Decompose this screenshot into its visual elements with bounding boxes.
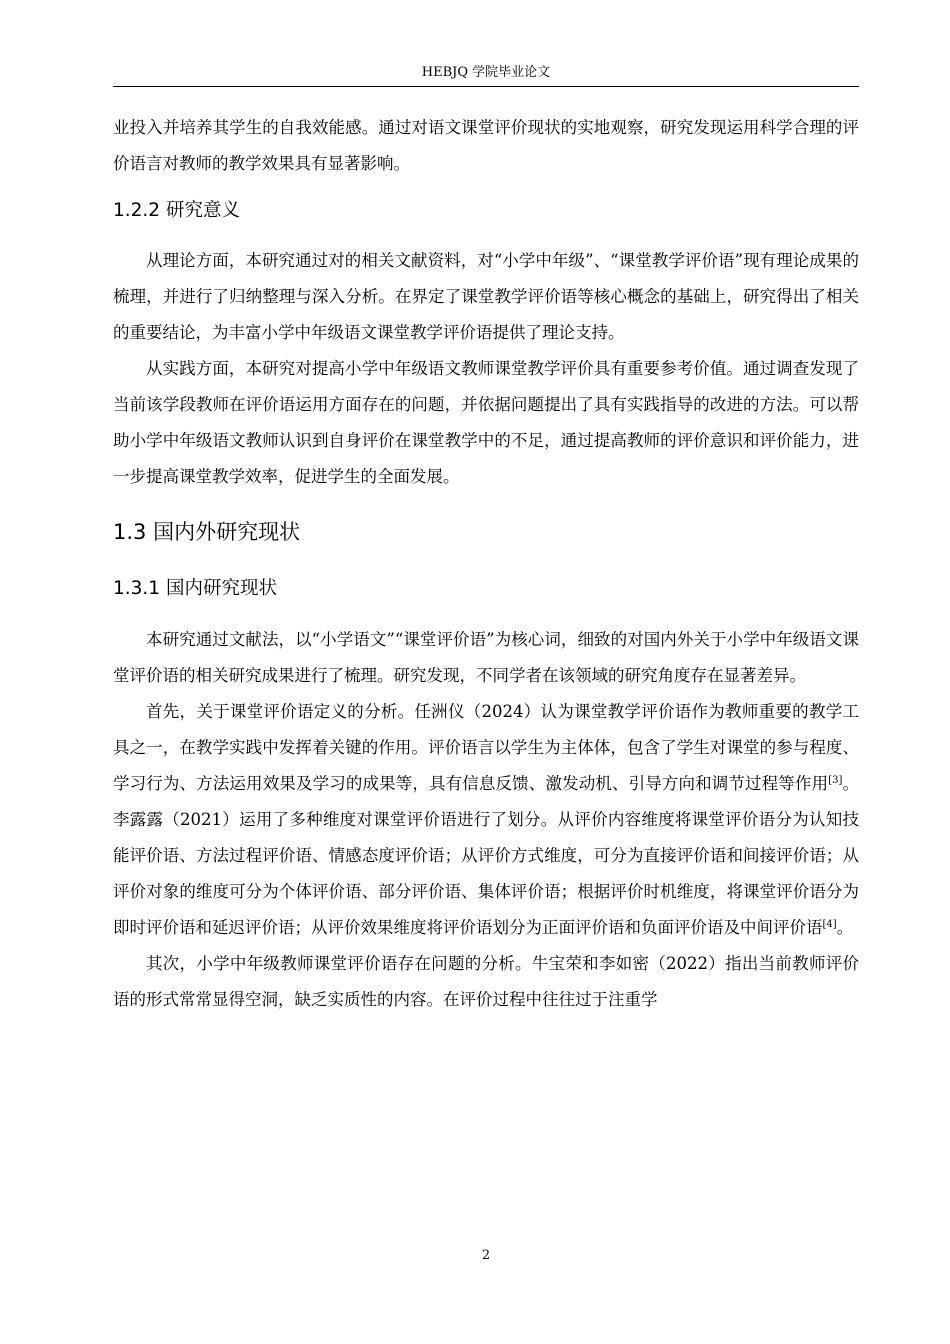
domestic-research-paragraph-2: [113, 694, 859, 946]
section-heading-1-2-2: 1.2.2 研究意义: [113, 200, 240, 221]
header-rule: [113, 86, 859, 87]
section-heading-1-3-1: 1.3.1 国内研究现状: [113, 578, 277, 599]
document-body: [113, 110, 859, 1018]
significance-paragraph-2: 从实践方面，本研究对提高小学中年级语文教师课堂教学评价具有重要参考价值。通过调查发现了当前该学段教师在评价语运用方面存在的问题，并依据问题提出了具有实践指导的改进的方法。可以帮助小学中年级语文教师认识到自身评价在课堂教学中的不足，通过提高教师的评价意识和评价能力，进一步提高课堂教学效率，促进学生的全面发展。: [113, 359, 859, 486]
page-number: 2: [481, 1248, 491, 1263]
significance-paragraph-1: 从理论方面，本研究通过对的相关文献资料，对“小学中年级”、“课堂教学评价语”现有理论成果的梳理，并进行了归纳整理与深入分析。在界定了课堂教学评价语等核心概念的基础上，研究得出了相关的重要结论，为丰富小学中年级语文课堂教学评价语提供了理论支持。: [113, 251, 859, 342]
section-heading-1-3: 1.3 国内外研究现状: [113, 520, 301, 544]
domestic-research-paragraph-1: 本研究通过文献法，以“小学语文”“课堂评价语”为核心词，细致的对国内外关于小学中年级语文课堂评价语的相关研究成果进行了梳理。研究发现，不同学者在该领域的研究角度存在显著差异。: [113, 630, 859, 685]
intro-paragraph: 业投入并培养其学生的自我效能感。通过对语文课堂评价现状的实地观察，研究发现运用科学合理的评价语言对教师的教学效果具有显著影响。: [113, 118, 859, 173]
paragraph-text: 。李露露（2021）运用了多种维度对课堂评价语进行了划分。从评价内容维度将课堂评价语分为认知技能评价语、方法过程评价语、情感态度评价语；从评价方式维度，可分为直接评价语和间接评价语；从评价对象的维度可分为个体评价语、部分评价语、集体评价语；根据评价时机维度，将课堂评价语分为即时评价语和延迟评价语；从评价效果维度将评价语划分为正面评价语和负面评价语及中间评价语: [113, 774, 860, 937]
citation-reference: [4]: [822, 919, 837, 930]
page-header: HEBJQ 学院毕业论文: [421, 65, 551, 80]
paragraph-text: 首先，关于课堂评价语定义的分析。任洲仪（2024）认为课堂教学评价语作为教师重要的教学工具之一，在教学实践中发挥着关键的作用。评价语言以学生为主体体，包含了学生对课堂的参与程度、学习行为、方法运用效果及学习的成果等，具有信息反馈、激发动机、引导方向和调节过程等作用: [113, 702, 859, 793]
paragraph-text: 。: [836, 918, 854, 937]
domestic-research-paragraph-3: 其次，小学中年级教师课堂评价语存在问题的分析。牛宝荣和李如密（2022）指出当前教师评价语的形式常常显得空洞，缺乏实质性的内容。在评价过程中往往过于注重学: [113, 954, 859, 1009]
citation-reference: [3]: [828, 775, 843, 786]
